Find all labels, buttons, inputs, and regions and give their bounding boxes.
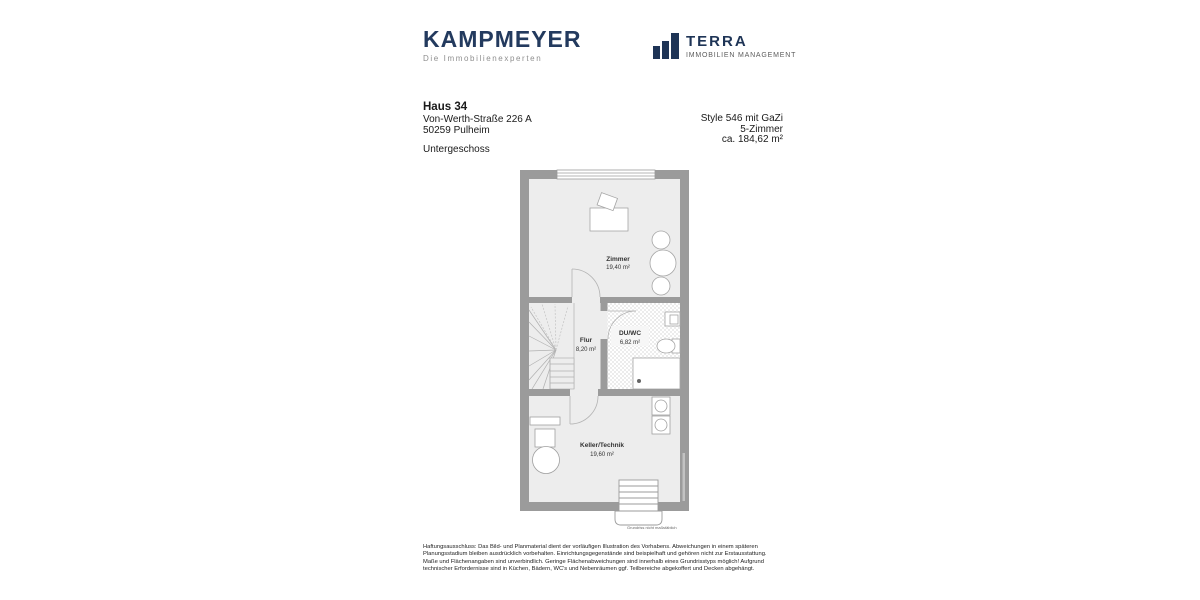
washer-drum	[655, 400, 667, 412]
kampmeyer-wordmark: KAMPMEYER	[423, 26, 582, 52]
property-rooms: 5-Zimmer	[740, 123, 783, 135]
disclaimer-text: Haftungsausschluss: Das Bild- und Planmaterial dient der vorläufigen Illustration des Vorhabens. Abweichungen in einem späteren Planungsstadium bleiben ausdrücklich vorbehalten. Einrichtungsgegenstände sind beispielhaft und gehören nicht zur Erstausstattung. Maße und Flächenangaben sind unverbindlich. Geringe Flächenabweichungen sind innerhalb eines Grundrisstyps möglich! Aufgrund technischer Erfordernisse sind in Küchen, Bädern, WC's und Nebenräumen ggf. Teilbereiche abgekoffert und Decken abgehängt.	[423, 544, 767, 573]
shower-drain	[637, 379, 641, 383]
property-specs	[583, 114, 783, 146]
shelf	[530, 417, 560, 425]
side-table	[650, 250, 676, 276]
duwc-sink	[665, 312, 680, 326]
property-area: ca. 184,62 m²	[721, 134, 783, 145]
room-area-duwc: 6,82 m²	[619, 340, 641, 346]
exit-stairs	[615, 480, 662, 525]
kampmeyer-tagline: Die Immobilienexperten	[423, 54, 543, 63]
interior-wall-zimmer-right	[600, 297, 680, 303]
room-label-flur: Flur	[579, 337, 593, 344]
heater-unit	[535, 429, 555, 447]
page-title: Haus 34	[423, 101, 468, 113]
interior-wall-zimmer-left	[529, 297, 572, 303]
dryer-drum	[655, 419, 667, 431]
property-city: 50259 Pulheim	[423, 124, 490, 136]
plan-scale-note: Grundriss nicht maßstäblich	[627, 525, 677, 530]
terra-logo	[653, 33, 796, 59]
terra-tagline: IMMOBILIEN MANAGEMENT	[686, 52, 797, 59]
interior-wall-keller-right	[598, 389, 680, 396]
room-label-duwc: DU/WC	[618, 330, 642, 337]
room-label-keller: Keller/Technik	[580, 442, 624, 449]
property-street: Von-Werth-Straße 226 A	[423, 114, 532, 125]
floor-plan	[515, 168, 690, 533]
window-top	[557, 170, 655, 179]
kampmeyer-logo	[423, 28, 582, 63]
room-area-flur: 8,20 m²	[575, 347, 597, 353]
armchair-bottom	[652, 277, 670, 295]
interior-wall-keller-left	[529, 389, 570, 396]
property-variant: Style 546 mit GaZi	[700, 113, 783, 124]
shower	[633, 358, 680, 389]
desk	[590, 208, 628, 231]
duwc-wall-upper	[601, 303, 608, 311]
floor-label: Untergeschoss	[423, 144, 490, 155]
room-area-zimmer: 19,40 m²	[606, 265, 630, 271]
duwc-toilet	[657, 339, 680, 353]
wall-stripe	[683, 453, 686, 501]
terra-wordmark: TERRA	[686, 33, 748, 50]
room-label-zimmer: Zimmer	[606, 256, 630, 263]
heater-tank	[533, 447, 560, 474]
armchair-top	[652, 231, 670, 249]
terra-bars-icon	[653, 33, 679, 59]
duwc-wall-lower	[601, 339, 608, 389]
room-area-keller: 19,60 m²	[590, 452, 614, 458]
